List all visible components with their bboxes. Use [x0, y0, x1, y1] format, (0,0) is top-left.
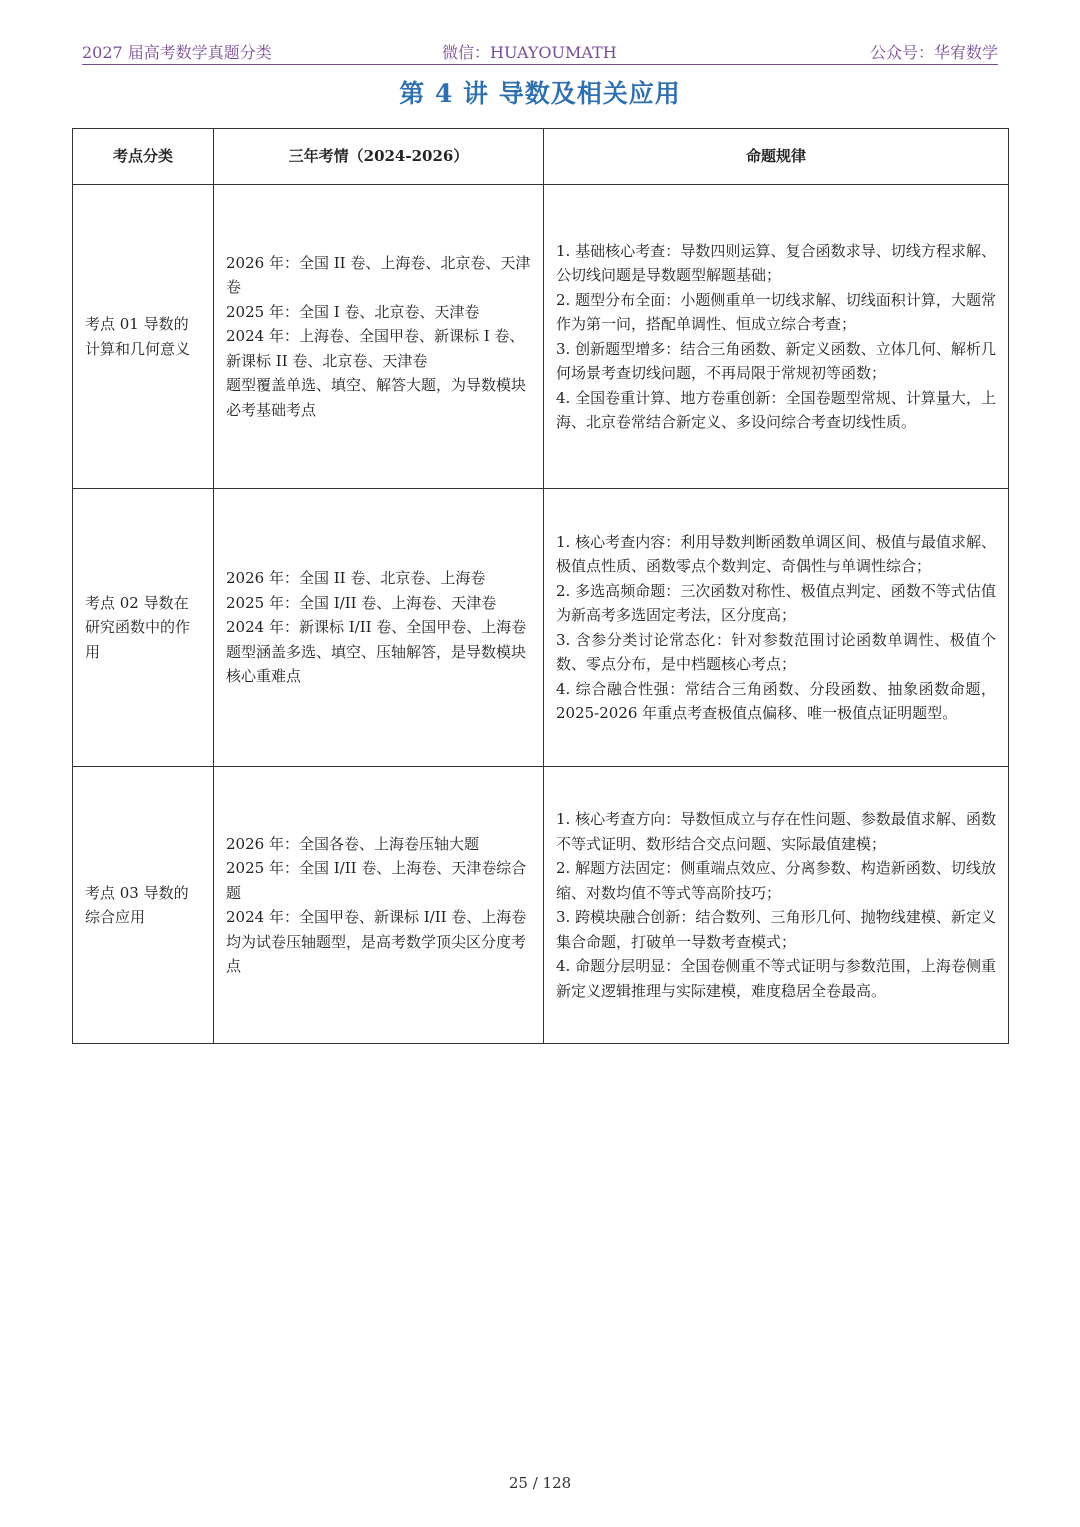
topic-category-cell: 考点 03 导数的综合应用	[73, 767, 214, 1044]
rules-cell	[544, 489, 1009, 767]
years-line: 2024 年：上海卷、全国甲卷、新课标 I 卷、新课标 II 卷、北京卷、天津卷	[226, 327, 525, 370]
rule-item: 2. 多选高频命题：三次函数对称性、极值点判定、函数不等式估值为新高考多选固定考法，区分度高；	[556, 581, 996, 624]
page-number: 25 / 128	[508, 1474, 572, 1492]
years-line: 2024 年：新课标 I/II 卷、全国甲卷、上海卷	[226, 618, 527, 637]
exam-years-cell	[214, 489, 544, 767]
header-series-title: 2027 届高考数学真题分类	[82, 43, 272, 62]
rule-item: 3. 跨模块融合创新：结合数列、三角形几何、抛物线建模、新定义集合命题，打破单一导数考查模式；	[556, 908, 996, 951]
column-header-years: 三年考情（2024-2026）	[214, 129, 544, 185]
header-public-account: 公众号：华宥数学	[869, 43, 998, 62]
rules-cell	[544, 767, 1009, 1044]
topic-category-cell: 考点 01 导数的计算和几何意义	[73, 185, 214, 489]
years-line: 题型涵盖多选、填空、压轴解答，是导数模块核心重难点	[226, 642, 527, 686]
rule-item: 1. 基础核心考查：导数四则运算、复合函数求导、切线方程求解、公切线问题是导数题型解题基础；	[556, 241, 996, 284]
rule-item: 2. 题型分布全面：小题侧重单一切线求解、切线面积计算，大题常作为第一问，搭配单调性、恒成立综合考查；	[556, 290, 996, 333]
rule-item: 1. 核心考查方向：导数恒成立与存在性问题、参数最值求解、函数不等式证明、数形结合交点问题、实际最值建模；	[556, 810, 996, 853]
years-line: 2025 年：全国 I/II 卷、上海卷、天津卷	[226, 593, 497, 612]
topic-category-cell: 考点 02 导数在研究函数中的作用	[73, 489, 214, 767]
rules-cell	[544, 185, 1009, 489]
exam-years-cell	[214, 767, 544, 1044]
rule-item: 2. 解题方法固定：侧重端点效应、分离参数、构造新函数、切线放缩、对数均值不等式等高阶技巧；	[556, 859, 996, 902]
column-header-rules: 命题规律	[544, 129, 1009, 185]
table-row	[73, 489, 1009, 767]
years-line: 均为试卷压轴题型，是高考数学顶尖区分度考点	[226, 932, 527, 975]
years-line: 2026 年：全国各卷、上海卷压轴大题	[226, 834, 479, 853]
topic-table	[72, 128, 1009, 1044]
years-line: 题型覆盖单选、填空、解答大题，为导数模块必考基础考点	[226, 376, 527, 419]
exam-years-cell	[214, 185, 544, 489]
rule-item: 1. 核心考查内容：利用导数判断函数单调区间、极值与最值求解、极值点性质、函数零点个数判定、奇偶性与单调性综合；	[556, 532, 996, 575]
years-line: 2026 年：全国 II 卷、上海卷、北京卷、天津卷	[226, 253, 531, 297]
lecture-title: 第 4 讲 导数及相关应用	[399, 79, 681, 108]
page-header	[82, 38, 998, 65]
rule-item: 3. 含参分类讨论常态化：针对参数范围讨论函数单调性、极值个数、零点分布，是中档题核心考点；	[556, 630, 996, 673]
table-header-row	[73, 129, 1009, 185]
table-row	[73, 185, 1009, 489]
years-line: 2024 年：全国甲卷、新课标 I/II 卷、上海卷	[226, 908, 527, 926]
years-line: 2026 年：全国 II 卷、北京卷、上海卷	[226, 569, 486, 588]
rule-item: 4. 全国卷重计算、地方卷重创新：全国卷题型常规、计算量大，上海、北京卷常结合新定义、多设问综合考查切线性质。	[556, 388, 996, 431]
rule-item: 4. 命题分层明显：全国卷侧重不等式证明与参数范围，上海卷侧重新定义逻辑推理与实际建模，难度稳居全卷最高。	[556, 957, 996, 1000]
table-row	[73, 767, 1009, 1044]
years-line: 2025 年：全国 I 卷、北京卷、天津卷	[226, 302, 480, 321]
column-header-category: 考点分类	[73, 129, 214, 185]
rule-item: 3. 创新题型增多：结合三角函数、新定义函数、立体几何、解析几何场景考查切线问题，不再局限于常规初等函数；	[556, 339, 996, 382]
header-wechat: 微信：HUAYOUMATH	[442, 43, 617, 62]
rule-item: 4. 综合融合性强：常结合三角函数、分段函数、抽象函数命题，2025-2026 年重点考查极值点偏移、唯一极值点证明题型。	[556, 679, 996, 722]
years-line: 2025 年：全国 I/II 卷、上海卷、天津卷综合题	[226, 859, 527, 902]
